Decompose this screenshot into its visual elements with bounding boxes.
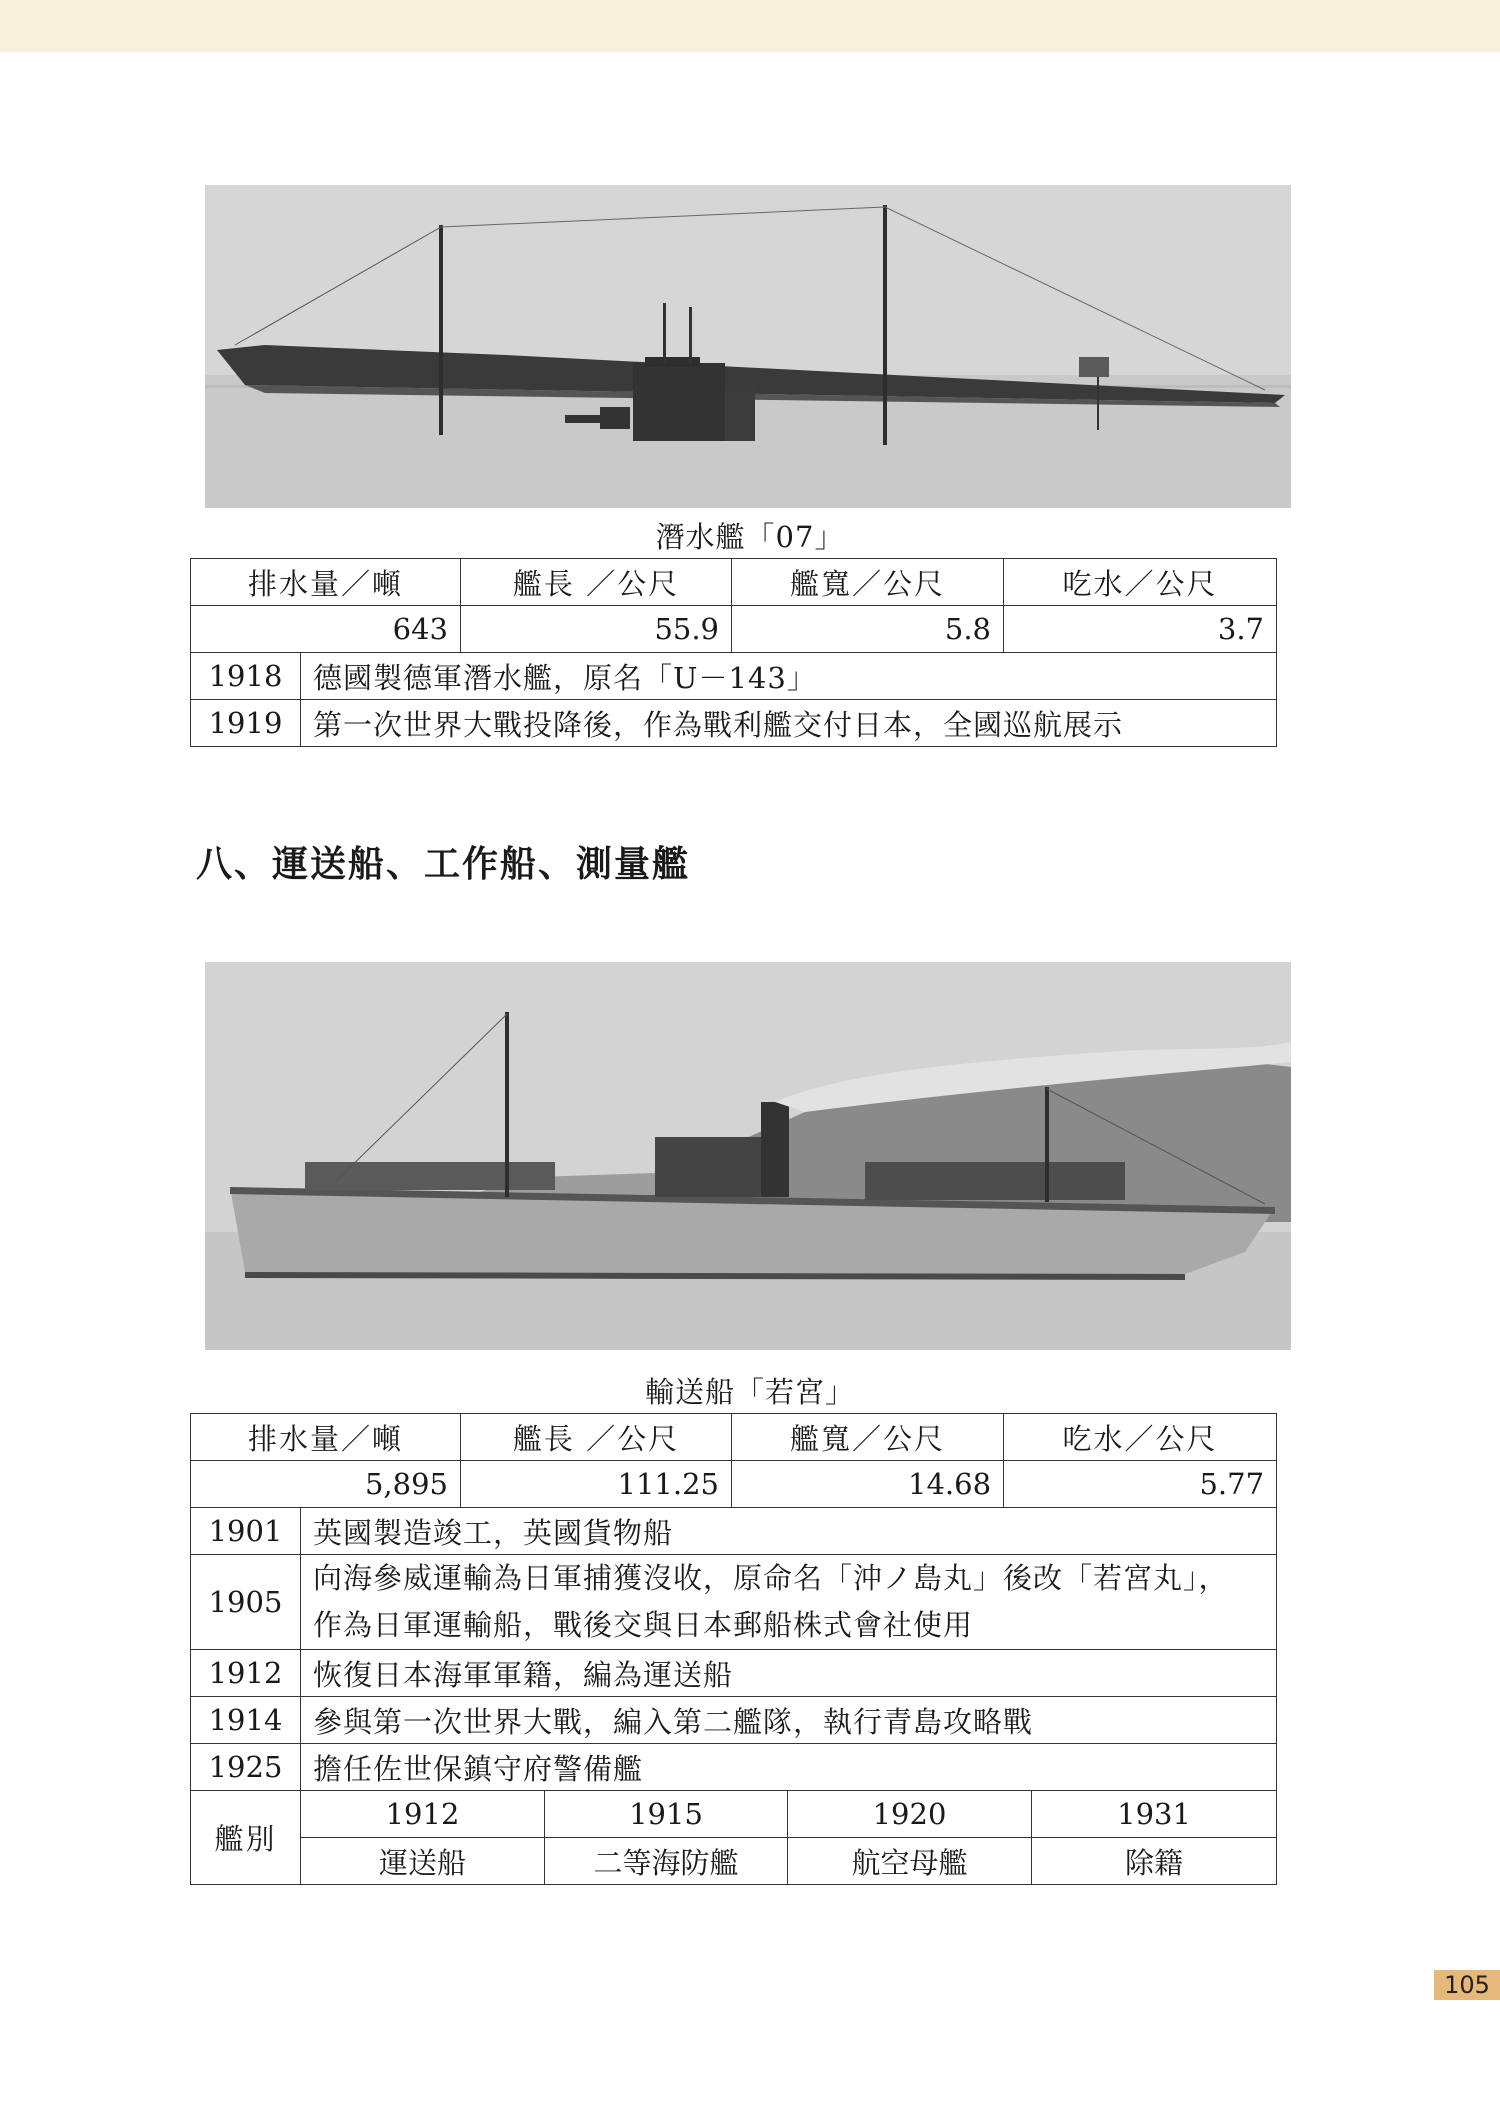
submarine-caption: 潛水艦「07」 [655,520,845,554]
classification-year: 1915 [545,1791,788,1838]
history-text: 參與第一次世界大戰，編入第二艦隊，執行青島攻略戰 [301,1697,1277,1744]
top-decorative-band [0,0,1500,52]
history-year: 1912 [191,1650,301,1697]
spec-header-beam: 艦寬／公尺 [732,1414,1004,1461]
spec-header-draft: 吃水／公尺 [1004,559,1277,606]
spec-value-row [191,606,1277,653]
spec-value-displacement: 643 [191,606,461,653]
history-year: 1905 [191,1555,301,1650]
history-text: 恢復日本海軍軍籍，編為運送船 [301,1650,1277,1697]
classification-year: 1912 [301,1791,545,1838]
history-text: 第一次世界大戰投降後，作為戰利艦交付日本，全國巡航展示 [301,700,1277,747]
page-number: 105 [1434,1970,1500,2000]
history-year: 1914 [191,1697,301,1744]
spec-value-draft: 3.7 [1004,606,1277,653]
submarine-photo [205,185,1291,508]
history-row [191,1697,1277,1744]
section-heading: 八、運送船、工作船、測量艦 [196,844,691,885]
spec-header-displacement: 排水量／噸 [191,1414,461,1461]
history-text: 英國製造竣工，英國貨物船 [301,1508,1277,1555]
classification-value: 航空母艦 [788,1838,1032,1885]
classification-value-row [191,1838,1277,1885]
spec-value-displacement: 5,895 [191,1461,461,1508]
history-text-line: 向海參威運輸為日軍捕獲沒收，原命名「沖ノ島丸」後改「若宮丸」， [313,1561,1229,1595]
classification-value: 二等海防艦 [545,1838,788,1885]
history-year: 1919 [191,700,301,747]
history-text [301,1555,1277,1650]
classification-value: 除籍 [1032,1838,1277,1885]
transport-ship-photo [205,962,1291,1350]
spec-value-length: 111.25 [461,1461,732,1508]
history-row [191,1508,1277,1555]
history-row [191,1555,1277,1650]
spec-value-beam: 14.68 [732,1461,1004,1508]
transport-ship-caption: 輸送船「若宮」 [644,1375,855,1409]
classification-value: 運送船 [301,1838,545,1885]
classification-year: 1931 [1032,1791,1277,1838]
history-text: 德國製德軍潛水艦，原名「U－143」 [301,653,1277,700]
classification-year: 1920 [788,1791,1032,1838]
spec-header-displacement: 排水量／噸 [191,559,461,606]
spec-value-length: 55.9 [461,606,732,653]
spec-header-beam: 艦寬／公尺 [732,559,1004,606]
spec-header-row [191,1414,1277,1461]
classification-year-row [191,1791,1277,1838]
spec-header-length: 艦長 ／公尺 [461,559,732,606]
history-row [191,1650,1277,1697]
history-text: 擔任佐世保鎮守府警備艦 [301,1744,1277,1791]
spec-value-row [191,1461,1277,1508]
spec-header-row [191,559,1277,606]
history-row [191,1744,1277,1791]
history-row [191,700,1277,747]
spec-header-length: 艦長 ／公尺 [461,1414,732,1461]
history-year: 1925 [191,1744,301,1791]
classification-label: 艦別 [191,1791,301,1885]
history-year: 1901 [191,1508,301,1555]
submarine-spec-table [190,558,1277,747]
spec-value-draft: 5.77 [1004,1461,1277,1508]
history-text-line: 作為日軍運輸船，戰後交與日本郵船株式會社使用 [313,1608,974,1642]
history-year: 1918 [191,653,301,700]
transport-ship-spec-table [190,1413,1277,1885]
spec-value-beam: 5.8 [732,606,1004,653]
history-row [191,653,1277,700]
spec-header-draft: 吃水／公尺 [1004,1414,1277,1461]
